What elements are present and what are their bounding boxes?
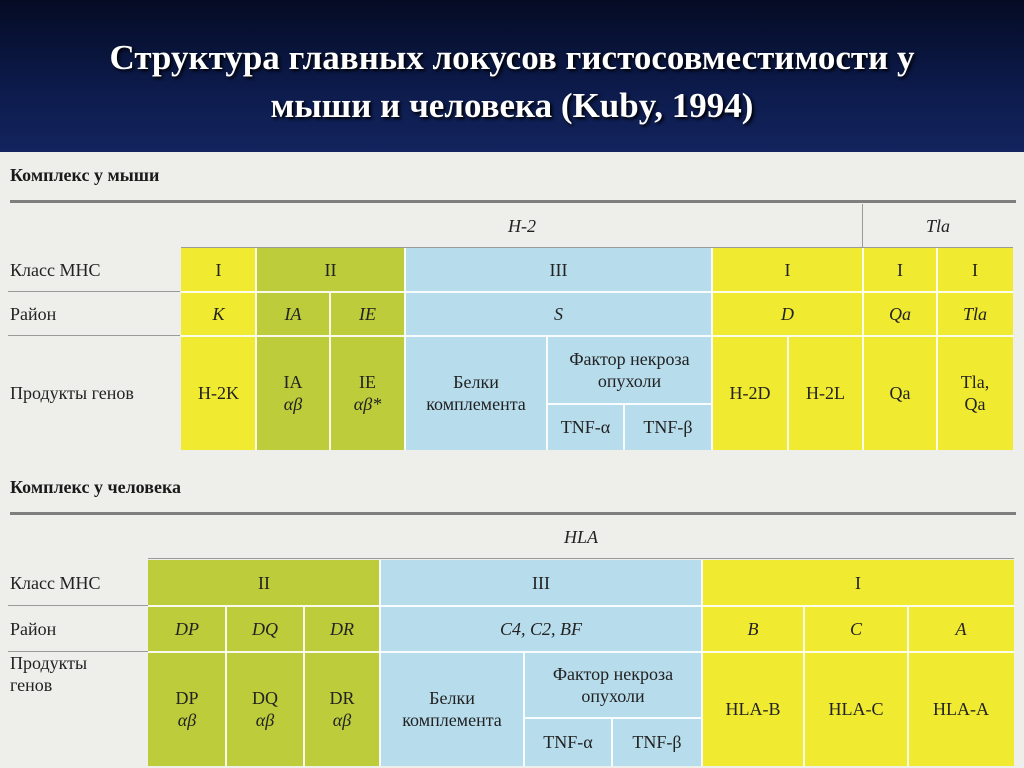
human-product-hla-b: HLA-B bbox=[702, 652, 804, 766]
mouse-grid-v8 bbox=[862, 248, 864, 450]
human-product-dr-name: DR bbox=[329, 688, 355, 708]
human-grid-v8 bbox=[907, 606, 909, 766]
mouse-complement-line-1: Белки bbox=[453, 372, 499, 392]
mouse-grid-v6 bbox=[711, 248, 713, 450]
human-region-class-iii: C4, C2, BF bbox=[380, 606, 702, 652]
mouse-product-ia bbox=[256, 336, 330, 450]
mouse-label-region: Район bbox=[8, 292, 180, 336]
mouse-complex-tla: Tla bbox=[863, 204, 1013, 248]
human-region-dq: DQ bbox=[226, 606, 304, 652]
human-grid-v6 bbox=[701, 560, 703, 766]
mouse-product-tnf-alpha: TNF-α bbox=[547, 404, 624, 450]
mouse-product-ia-name: IA bbox=[283, 372, 303, 392]
human-top-rule bbox=[10, 512, 1016, 515]
mouse-section-heading: Комплекс у мыши bbox=[10, 165, 160, 185]
human-product-dr bbox=[304, 652, 380, 766]
human-grid-v5 bbox=[611, 718, 613, 766]
human-complement-line-2: комплемента bbox=[402, 710, 502, 730]
mouse-class-k: I bbox=[181, 248, 256, 292]
mouse-grid-v1 bbox=[255, 248, 257, 450]
slide-header bbox=[0, 0, 1024, 152]
mouse-region-qa: Qa bbox=[863, 292, 937, 336]
human-grid-v4 bbox=[523, 652, 525, 766]
human-class-iii: III bbox=[380, 560, 702, 606]
human-product-dp bbox=[148, 652, 226, 766]
slide-title bbox=[20, 34, 1004, 130]
human-region-a: A bbox=[908, 606, 1014, 652]
human-product-dp-name: DP bbox=[175, 688, 199, 708]
mouse-class-qa: I bbox=[863, 248, 937, 292]
human-region-b: B bbox=[702, 606, 804, 652]
mouse-region-s: S bbox=[405, 292, 712, 336]
human-class-i: I bbox=[702, 560, 1014, 606]
mouse-grid-v4 bbox=[546, 336, 548, 450]
mouse-class-tla: I bbox=[937, 248, 1013, 292]
mouse-product-h2l: H-2L bbox=[788, 336, 863, 450]
human-label-products-line-1: Продукты bbox=[10, 653, 88, 673]
human-tnf-line-1: Фактор некроза bbox=[552, 664, 674, 684]
human-region-c: C bbox=[804, 606, 908, 652]
mouse-product-h2k: H-2K bbox=[181, 336, 256, 450]
human-label-products-line-2: генов bbox=[10, 675, 53, 695]
mouse-product-tnf-header bbox=[547, 336, 712, 404]
human-grid-v7 bbox=[803, 606, 805, 766]
mouse-product-qa: Qa bbox=[863, 336, 937, 450]
mouse-top-rule bbox=[10, 200, 1016, 203]
human-label-rule-2 bbox=[8, 651, 148, 652]
mouse-product-ie-name: IE bbox=[359, 372, 376, 392]
mouse-grid-v3 bbox=[404, 248, 406, 450]
human-label-rule-1 bbox=[8, 605, 148, 606]
mouse-complex-divider bbox=[862, 204, 863, 248]
human-grid-h1 bbox=[148, 605, 1014, 607]
mouse-grid-h3 bbox=[547, 403, 712, 405]
human-product-dr-chains: αβ bbox=[332, 710, 352, 730]
mouse-product-complement bbox=[405, 336, 547, 450]
human-complex-bottom-rule bbox=[148, 558, 1014, 559]
mouse-region-k: K bbox=[181, 292, 256, 336]
human-region-dp: DP bbox=[148, 606, 226, 652]
mouse-class-ii: II bbox=[256, 248, 405, 292]
human-grid-v2 bbox=[303, 606, 305, 766]
mouse-grid-v2 bbox=[329, 292, 331, 450]
mouse-product-tla bbox=[937, 336, 1013, 450]
human-tnf-line-2: опухоли bbox=[581, 686, 645, 706]
human-label-products bbox=[8, 652, 148, 766]
human-region-dr: DR bbox=[304, 606, 380, 652]
human-product-complement bbox=[380, 652, 524, 766]
mouse-label-products: Продукты генов bbox=[8, 336, 180, 450]
human-grid-h2 bbox=[148, 651, 1014, 653]
mouse-grid-v5 bbox=[623, 404, 625, 450]
mouse-grid-v9 bbox=[936, 248, 938, 450]
human-product-hla-a: HLA-A bbox=[908, 652, 1014, 766]
human-product-dq bbox=[226, 652, 304, 766]
human-grid-h3 bbox=[524, 717, 702, 719]
mouse-region-tla: Tla bbox=[937, 292, 1013, 336]
mouse-complement-line-2: комплемента bbox=[426, 394, 526, 414]
human-grid-v3 bbox=[379, 560, 381, 766]
mouse-label-rule-2 bbox=[8, 335, 180, 336]
mouse-region-d: D bbox=[712, 292, 863, 336]
human-product-tnf-beta: TNF-β bbox=[612, 718, 702, 766]
mouse-tnf-line-1: Фактор некроза bbox=[569, 349, 690, 369]
mouse-product-h2d: H-2D bbox=[712, 336, 788, 450]
human-section-heading: Комплекс у человека bbox=[10, 477, 182, 497]
human-product-dq-chains: αβ bbox=[255, 710, 275, 730]
title-line-2: мыши и человека (Kuby, 1994) bbox=[270, 86, 754, 125]
human-class-ii: II bbox=[148, 560, 380, 606]
mouse-product-ie-chains: αβ* bbox=[353, 394, 382, 414]
human-label-region: Район bbox=[8, 606, 148, 652]
mouse-product-tla-line-2: Qa bbox=[964, 394, 986, 414]
human-complex-hla: HLA bbox=[148, 516, 1014, 558]
mouse-region-ie: IE bbox=[330, 292, 405, 336]
human-product-dq-name: DQ bbox=[252, 688, 278, 708]
mouse-complex-h2: H-2 bbox=[181, 204, 863, 248]
title-line-1: Структура главных локусов гистосовместимости у bbox=[109, 38, 915, 77]
mouse-product-ie bbox=[330, 336, 405, 450]
human-product-tnf-alpha: TNF-α bbox=[524, 718, 612, 766]
mouse-region-ia: IA bbox=[256, 292, 330, 336]
mouse-label-rule-1 bbox=[8, 291, 180, 292]
mouse-tnf-line-2: опухоли bbox=[597, 371, 662, 391]
mouse-class-d: I bbox=[712, 248, 863, 292]
mouse-class-iii: III bbox=[405, 248, 712, 292]
mouse-product-tla-line-1: Tla, bbox=[960, 372, 990, 392]
human-label-mhc-class: Класс МНС bbox=[8, 560, 148, 606]
human-product-tnf-header bbox=[524, 652, 702, 718]
human-complement-line-1: Белки bbox=[429, 688, 475, 708]
human-product-dp-chains: αβ bbox=[177, 710, 197, 730]
mouse-complex-bottom-rule bbox=[181, 247, 1013, 248]
mouse-label-mhc-class: Класс МНС bbox=[8, 248, 180, 292]
mouse-product-tnf-beta: TNF-β bbox=[624, 404, 712, 450]
human-product-hla-c: HLA-C bbox=[804, 652, 908, 766]
mouse-grid-h2 bbox=[181, 335, 1013, 337]
human-grid-v1 bbox=[225, 606, 227, 766]
mouse-grid-h1 bbox=[181, 291, 1013, 293]
mouse-product-ia-chains: αβ bbox=[283, 394, 303, 414]
mouse-grid-v7 bbox=[787, 336, 789, 450]
